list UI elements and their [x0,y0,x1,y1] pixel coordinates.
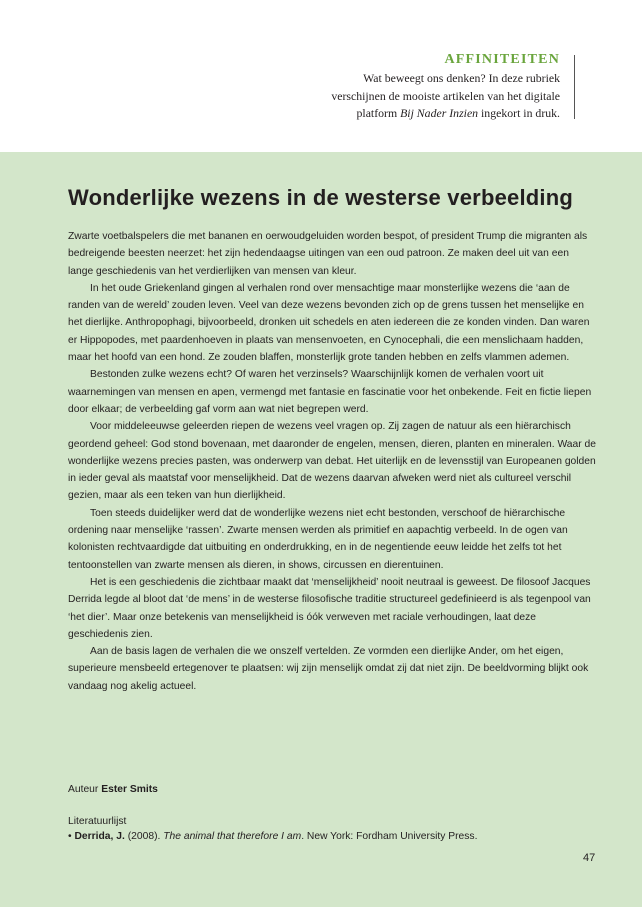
author-label: Auteur [68,784,99,795]
literature-heading: Literatuurlijst [68,816,127,827]
literature-title: The animal that therefore I am [163,831,302,842]
rubric-desc-line-2: verschijnen de mooiste artikelen van het digitale [331,88,560,103]
paragraph-5: Toen steeds duidelijker werd dat de wonderlijke wezens niet echt bestonden, verschoof de hiërarchische ordening naar menselijke ‘rassen’. Zwarte mensen werden als primitief en aapachtig verbeeld. In de ogen van kolonisten rechtvaardigde dat uitbuiting en onderdrukking, en in de negentiende eeuw leidde het zelfs tot het tentoonstellen van zwarte mensen als dieren, in shows, circussen en dierentuinen. [68,507,568,571]
rubric-divider [574,55,575,119]
paragraph-1: Zwarte voetbalspelers die met bananen en oerwoudgeluiden worden bespot, of president Trump die migranten als bedreigende beesten neerzet: het zijn hedendaagse uitingen van een oud patroon. Ze maken deel uit van een lange geschiedenis van het verdierlijken van mensen van kleur. [68,231,588,277]
rubric-desc-line-3-pre: platform [356,106,401,120]
paragraph-3: Bestonden zulke wezens echt? Of waren het verzinsels? Waarschijnlijk komen de verhalen voort uit waarnemingen van mensen en apen, vermengd met fantasie en fascinatie voor het onbekende. Feit en fictie liepen door elkaar; de verbeelding gaf vorm aan wat niet begrepen werd. [68,369,592,415]
rubric-desc-line-1: Wat beweegt ons denken? In deze rubriek [363,71,560,85]
rubric-title: AFFINITEITEN [444,52,560,67]
author-line [68,781,158,798]
literature-bullet: • [68,831,72,842]
author-name: Ester Smits [101,784,158,795]
literature-entry [68,829,608,844]
rubric-desc-line-3-post: ingekort in druk. [478,106,560,120]
paragraph-2: In het oude Griekenland gingen al verhalen rond over mensachtige maar monsterlijke wezens die ‘aan de randen van de wereld’ zouden leven. Veel van deze wezens bevonden zich op de grens tussen het menselijke en het dierlijke. Anthropophagi, bijvoorbeeld, dronken uit schedels en aten iedereen die ze konden vinden. Dan waren er Hippopodes, met paardenhoeven in plaats van mensenvoeten, en Cynocephali, die een menslichaam hadden, maar het hoofd van een hond. Ze zouden blaffen, monsterlijk grote tanden hebben en zelfs vlammen ademen. [68,282,590,364]
rubric-box [240,51,560,123]
page-number: 47 [583,852,596,864]
literature-publisher: . New York: Fordham University Press. [301,831,478,842]
article-title: Wonderlijke wezens in de westerse verbeelding [68,185,573,210]
literature-year: (2008). [127,831,161,842]
header-area [0,0,642,152]
literature-list [68,814,608,844]
paragraph-4: Voor middeleeuwse geleerden riepen de wezens veel vragen op. Zij zagen de natuur als een hiërarchisch geordend geheel: God stond bovenaan, met daaronder de engelen, mensen, dieren, planten en mineralen. Waar de wonderlijke wezens precies pasten, was onderwerp van debat. Het uiterlijk en de levensstijl van Europeanen golden in ieder geval als maatstaf voor menselijkheid. Dat de wezens daarvan afweken werd niet als cultureel verschil gezien, maar als een teken van hun dierlijkheid. [68,421,596,502]
article-body [68,228,596,695]
rubric-desc-line-3 [240,105,560,123]
paragraph-7: Aan de basis lagen de verhalen die we onszelf vertelden. Ze vormden een dierlijke Ander, om het eigen, superieure mensbeeld ertegenover te plaatsen: wij zijn menselijk omdat zij dat niet zijn. De beeldvorming blijkt ook vandaag nog akelig actueel. [68,646,589,692]
paragraph-6: Het is een geschiedenis die zichtbaar maakt dat ‘menselijkheid’ nooit neutraal is geweest. De filosoof Jacques Derrida legde al bloot dat ‘de mens’ in de westerse filosofische traditie structureel gedefinieerd is als tegenpool van ‘het dier’. Maar onze betekenis van menselijkheid is óók verweven met raciale verhoudingen, laat deze geschiedenis zien. [68,576,591,640]
platform-name: Bij Nader Inzien [400,106,479,120]
literature-author: Derrida, J. [74,831,125,842]
rubric-description [240,70,560,123]
